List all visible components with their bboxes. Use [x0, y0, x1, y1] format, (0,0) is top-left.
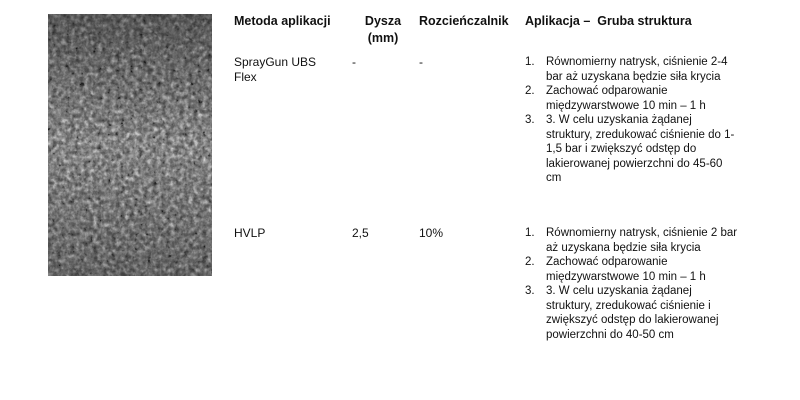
row-2-nozzle: 2,5 [352, 226, 369, 240]
row-1-step-1 [525, 55, 740, 84]
row-1-step-3 [525, 113, 740, 186]
step-number: 3. [525, 114, 535, 126]
step-text: Zachować odparowanie międzywarstwowe 10 min – 1 h [546, 85, 706, 112]
row-2-method: HVLP [234, 226, 266, 240]
texture-svg [48, 14, 212, 276]
row-2-step-2 [525, 255, 740, 284]
row-2-thinner: 10% [419, 226, 444, 240]
header-application: Aplikacja – Gruba struktura [525, 14, 692, 28]
step-text: Zachować odparowanie międzywarstwowe 10 min – 1 h [546, 256, 706, 283]
header-thinner: Rozcieńczalnik [419, 14, 509, 28]
step-text: 3. W celu uzyskania żądanej struktury, zredukować ciśnienie i zwiększyć odstęp do lakierowanej powierzchni do 40-50 cm [546, 285, 719, 341]
step-number: 2. [525, 85, 535, 97]
row-1-nozzle: - [352, 55, 356, 69]
row-1-application-steps [525, 55, 740, 186]
row-1-method: SprayGun UBS Flex [234, 55, 317, 84]
row-1-step-2 [525, 84, 740, 113]
step-text: 3. W celu uzyskania żądanej struktury, zredukować ciśnienie do 1-1,5 bar i zwiększyć odstęp do lakierowanej powierzchni do 45-60 cm [546, 114, 735, 184]
header-nozzle: Dysza (mm) [364, 14, 402, 45]
row-1-thinner: - [419, 55, 423, 69]
step-text: Równomierny natrysk, ciśnienie 2 bar aż uzyskana będzie siła krycia [546, 227, 738, 254]
step-text: Równomierny natrysk, ciśnienie 2-4 bar aż uzyskana będzie siła krycia [546, 56, 728, 83]
coarse-texture-sample-image [48, 14, 212, 276]
step-number: 2. [525, 256, 535, 268]
step-number: 1. [525, 227, 535, 239]
step-number: 1. [525, 56, 535, 68]
row-2-step-3 [525, 284, 740, 342]
header-method: Metoda aplikacji [234, 14, 331, 28]
step-number: 3. [525, 285, 535, 297]
row-2-step-1 [525, 226, 740, 255]
row-2-application-steps [525, 226, 740, 342]
